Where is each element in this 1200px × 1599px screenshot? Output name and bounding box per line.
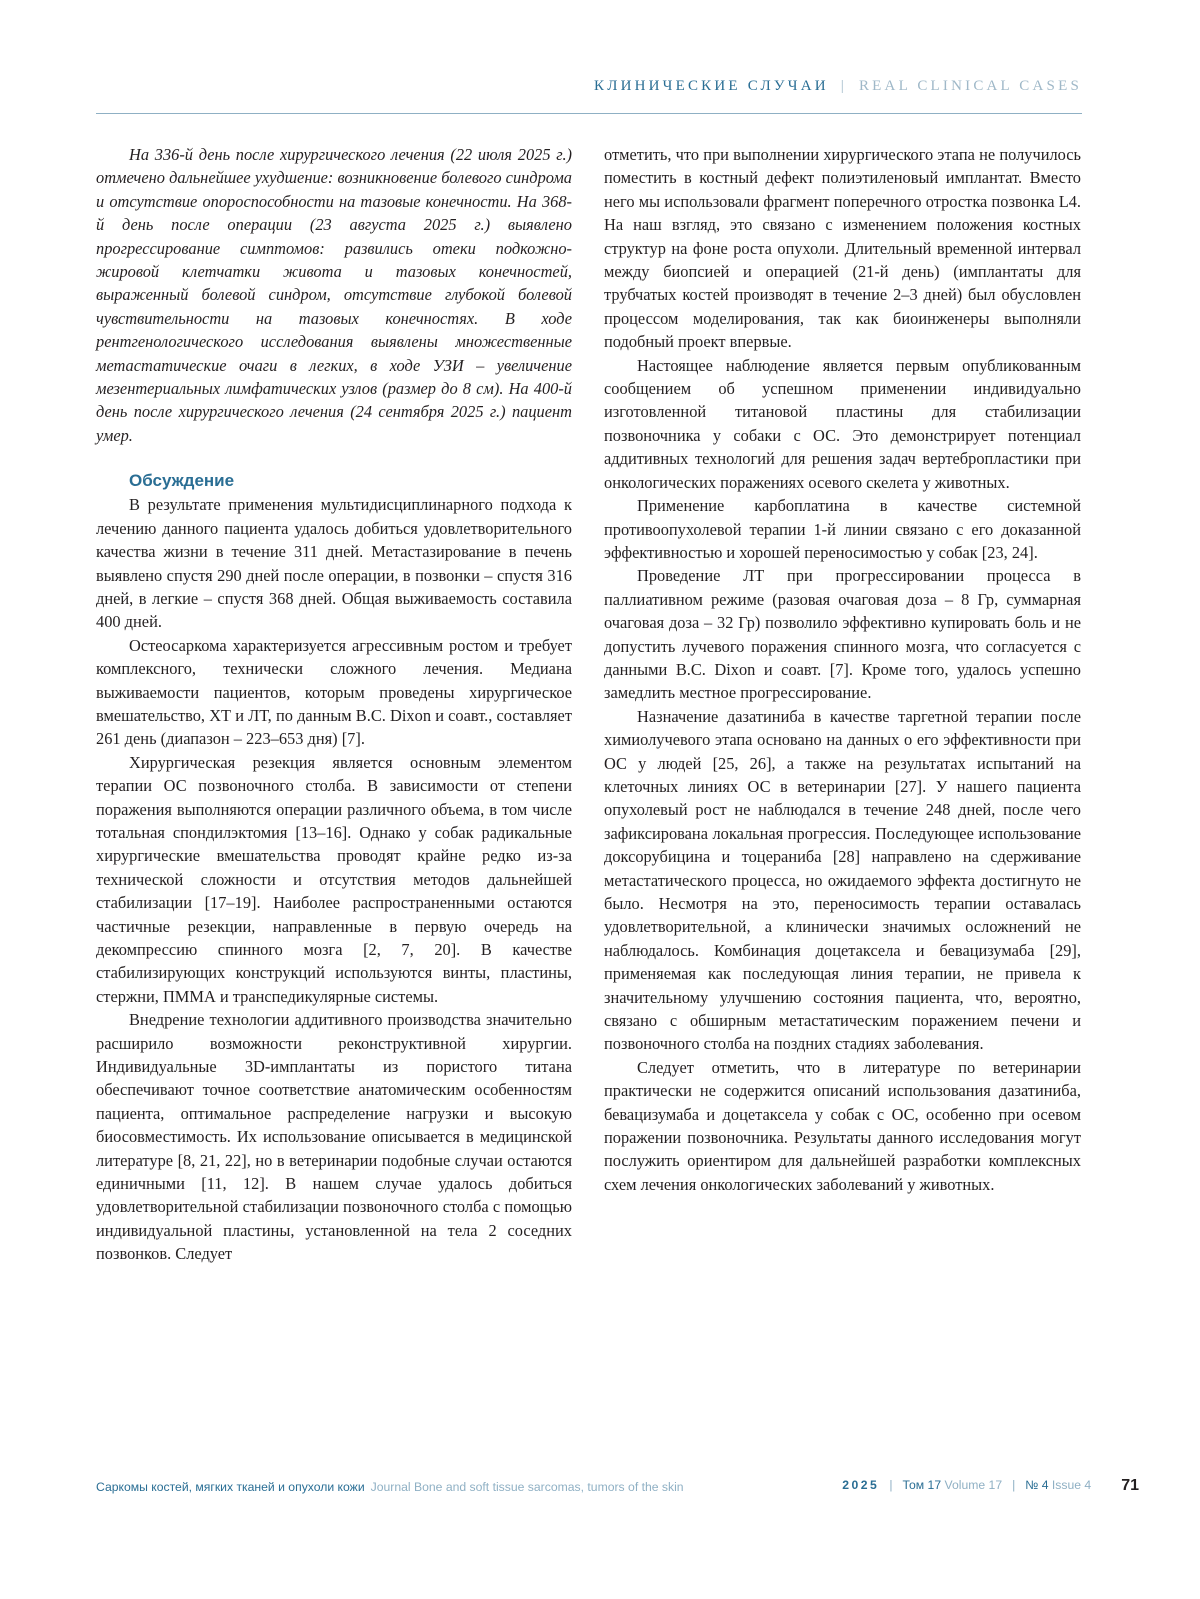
discussion-paragraph: Следует отметить, что в литературе по ветеринарии практически не содержится описаний использования дазатиниба, бевацизумаба и доцетаксела у собак с ОС, особенно при осевом поражении позвоночника. Результаты данного исследования могут послужить ориентиром для дальнейшей разработки комплексных схем лечения онкологических заболеваний у животных. xyxy=(604,1057,1081,1194)
discussion-paragraph: В результате применения мультидисциплинарного подхода к лечению данного пациента удалось добиться удовлетворительного качества жизни в течение 311 дней. Метастазирование в печень выявлено спустя 290 дней после операции, в позвонки – спустя 316 дней, в легкие – спустя 368 дней. Общая выживаемость составила 400 дней. xyxy=(96,495,572,632)
discussion-paragraph: Проведение ЛТ при прогрессировании процесса в паллиативном режиме (разовая очаговая доза – 8 Гр, суммарная очаговая доза – 32 Гр) позволило эффективно купировать боль и не допустить лучевого поражения спинного мозга, что согласуется с данными B.C. Dixon и соавт. [7]. Кроме того, удалось успешно замедлить местное прогрессирование. xyxy=(604,566,1081,703)
continued-paragraph: отметить, что при выполнении хирургического этапа не получилось поместить в костный дефект полиэтиленовый имплантат. Вместо него мы использовали фрагмент поперечного отростка позвонка L4. На наш взгляд, это связано с изменением положения костных структур на фоне роста опухоли. Длительный временной интервал между биопсией и операцией (21-й день) (имплантаты для трубчатых костей производят в течение 2–3 дней) был обусловлен процессом моделирования, так как биоинженеры выполняли подобный проект впервые. xyxy=(604,145,1081,352)
discussion-heading: Обсуждение xyxy=(129,471,235,491)
issue-info xyxy=(842,1477,1139,1495)
discussion-paragraph: Внедрение технологии аддитивного производства значительно расширило возможности реконструктивной хирургии. Индивидуальные 3D-имплантаты из пористого титана обеспечивают точное соответствие анатомическим особенностям пациента, оптимальное распределение нагрузки и высокую биосовместимость. Их использование описывается в медицинской литературе [8, 21, 22], но в ветеринарии подобные случаи остаются единичными [11, 12]. В нашем случае удалось добиться удовлетворительной стабилизации позвоночного столба с помощью индивидуальной пластины, установленной на тела 2 соседних позвонков. Следует xyxy=(96,1010,572,1264)
discussion-paragraph: Настоящее наблюдение является первым опубликованным сообщением об успешном применении индивидуально изготовленной титановой пластины для стабилизации позвоночника у собаки с ОС. Это демонстрирует потенциал аддитивных технологий для решения задач вертебропластики при онкологических поражениях осевого скелета у животных. xyxy=(604,355,1081,492)
section-title-en: REAL CLINICAL CASES xyxy=(858,78,1082,94)
footer-separator: | xyxy=(1012,1478,1016,1492)
header-rule xyxy=(96,113,1082,114)
section-title-ru: КЛИНИЧЕСКИЕ СЛУЧАИ xyxy=(593,78,829,94)
journal-title-ru: Саркомы костей, мягких тканей и опухоли кожи xyxy=(96,1480,365,1494)
discussion-paragraph: Назначение дазатиниба в качестве таргетной терапии после химиолучевого этапа основано на данных о его эффективности при ОС у людей [25, 26], а также на результатах испытаний на клеточных линиях ОС в ветеринарии [27]. У нашего пациента опухолевый рост не наблюдался в течение 248 дней, после чего зафиксирована локальная прогрессия. Последующее использование доксорубицина и тоцераниба [28] направлено на сдерживание метастатического процесса, но ожидаемого эффекта достигнуто не было. Несмотря на это, переносимость терапии оставалась удовлетворительной, а клинически значимых осложнений не наблюдалось. Комбинация доцетаксела и бевацизумаба [29], применяемая как последующая линия терапии, не привела к значительному улучшению состояния пациента, что, вероятно, связано с обширным метастатическим поражением печени и позвоночного столба на поздних стадиях заболевания. xyxy=(604,706,1081,1054)
journal-title-en: Journal Bone and soft tissue sarcomas, tumors of the skin xyxy=(370,1480,684,1494)
page-number: 71 xyxy=(1121,1477,1139,1494)
discussion-paragraph: Хирургическая резекция является основным элементом терапии ОС позвоночного столба. В зависимости от степени поражения выполняются операции различного объема, в том числе тотальная спондилэктомия [13–16]. Однако у собак радикальные хирургические вмешательства проводят крайне редко из-за технической сложности и отсутствия методов дальнейшей стабилизации [17–19]. Наиболее распространенными остаются частичные резекции, направленные в первую очередь на декомпрессию спинного мозга [2, 7, 20]. В качестве стабилизирующих конструкций используются винты, пластины, стержни, ПММА и транспедикулярные системы. xyxy=(96,752,572,1006)
volume-ru: Том 17 xyxy=(902,1478,942,1492)
running-header xyxy=(594,78,1082,95)
issue-ru: № 4 xyxy=(1025,1478,1049,1492)
footer-separator: | xyxy=(889,1478,893,1492)
volume-en: Volume 17 xyxy=(944,1478,1003,1492)
discussion-paragraph: Применение карбоплатина в качестве системной противоопухолевой терапии 1-й линии связано с его доказанной эффективностью и хорошей переносимостью у собак [23, 24]. xyxy=(604,496,1081,562)
discussion-paragraph: Остеосаркома характеризуется агрессивным ростом и требует комплексного, технически сложного лечения. Медиана выживаемости пациентов, которым проведены хирургическое вмешательство, ХТ и ЛТ, по данным B.C. Dixon и соавт., составляет 261 день (диапазон – 223–653 дня) [7]. xyxy=(96,635,572,749)
publication-year: 2025 xyxy=(842,1478,880,1492)
case-progression-paragraph: На 336-й день после хирургического лечения (22 июля 2025 г.) отмечено дальнейшее ухудшение: возникновение болевого синдрома и отсутствие опороспособности на тазовые конечности. На 368-й день после операции (23 августа 2025 г.) выявлено прогрессирование симптомов: развились отеки подкожно-жировой клетчатки живота и тазовых конечностей, выраженный болевой синдром, отсутствие глубокой болевой чувствительности на тазовых конечностях. В ходе рентгенологического исследования выявлены множественные метастатические очаги в легких, в ходе УЗИ – увеличение мезентериальных лимфатических узлов (размер до 8 см). На 400-й день после хирургического лечения (24 сентября 2025 г.) пациент умер. xyxy=(96,145,572,445)
left-column xyxy=(96,143,572,1266)
page-footer xyxy=(96,1477,1139,1499)
header-separator: | xyxy=(840,78,847,94)
issue-en: Issue 4 xyxy=(1051,1478,1092,1492)
right-column xyxy=(604,143,1081,1196)
journal-title xyxy=(96,1480,684,1494)
